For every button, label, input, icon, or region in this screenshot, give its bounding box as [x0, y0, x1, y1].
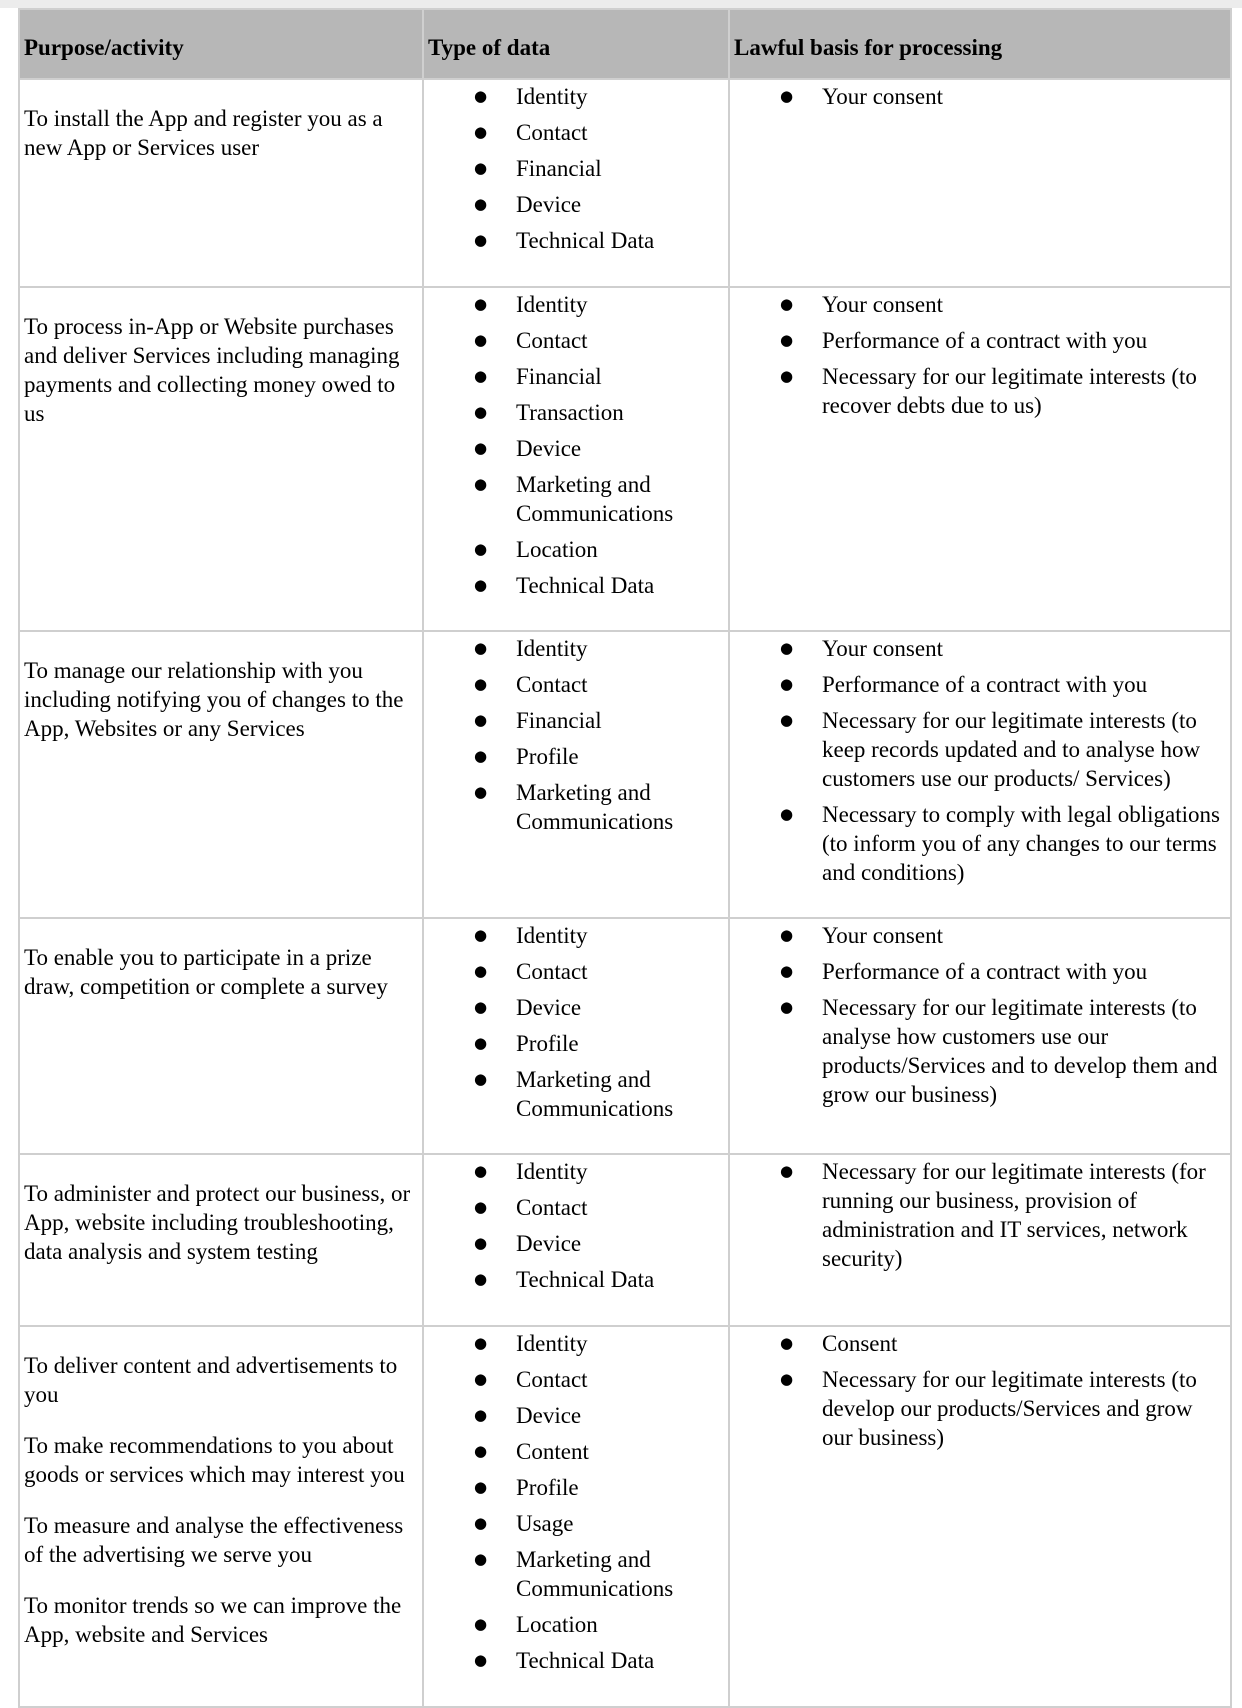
list-item: ● Profile [474, 1475, 579, 1500]
list-item: ● Your consent [780, 84, 943, 109]
bullet-icon: ● [474, 1514, 488, 1532]
bullet-icon: ● [780, 1370, 794, 1388]
basis-list [730, 919, 1230, 1109]
purpose-text: To deliver content and advertisements to you [24, 1353, 398, 1407]
list-item: ● Contact [474, 328, 588, 353]
list-item: ● Necessary for our legitimate interests (to keep records updated and to analyse how customers use our products/ Services) [780, 708, 1201, 791]
purpose-text: To administer and protect our business, or App, website including troubleshooting, data analysis and system testing [24, 1181, 411, 1264]
type-list [424, 632, 728, 836]
list-item: ● Your consent [780, 923, 943, 948]
top-shade [0, 0, 1242, 8]
bullet-icon: ● [474, 1334, 488, 1352]
list-item: ● Content [474, 1439, 589, 1464]
type-cell [423, 1326, 729, 1707]
bullet-icon: ● [474, 159, 488, 177]
list-item: ● Financial [474, 708, 602, 733]
list-item: ● Device [474, 192, 582, 217]
basis-list [730, 1327, 1230, 1452]
bullet-icon: ● [780, 926, 794, 944]
bullet-icon: ● [474, 1234, 488, 1252]
bullet-icon: ● [474, 1070, 488, 1088]
list-item: ● Device [474, 1231, 582, 1256]
list-item: ● Consent [780, 1331, 898, 1356]
bullet-icon: ● [474, 783, 488, 801]
type-list [424, 80, 728, 255]
bullet-icon: ● [780, 295, 794, 313]
bullet-icon: ● [474, 1270, 488, 1288]
basis-list [730, 632, 1230, 887]
bullet-icon: ● [474, 331, 488, 349]
table-row [19, 79, 1231, 287]
list-item: ● Identity [474, 636, 588, 661]
bullet-icon: ● [780, 711, 794, 729]
bullet-icon: ● [780, 998, 794, 1016]
list-item: ● Location [474, 1612, 598, 1637]
type-list [424, 1155, 728, 1294]
list-item: ● Contact [474, 1367, 588, 1392]
bullet-icon: ● [474, 540, 488, 558]
list-item: ● Technical Data [474, 573, 655, 598]
list-item: ● Performance of a contract with you [780, 959, 1148, 984]
bullet-icon: ● [780, 805, 794, 823]
header-lawful-basis: Lawful basis for processing [729, 9, 1231, 79]
list-item: ● Device [474, 995, 582, 1020]
list-item: ● Device [474, 1403, 582, 1428]
header-purpose: Purpose/activity [19, 9, 423, 79]
bullet-icon: ● [474, 1651, 488, 1669]
list-item: ● Necessary for our legitimate interests (to analyse how customers use our products/Services and to develop them and grow our business) [780, 995, 1218, 1107]
list-item: ● Performance of a contract with you [780, 672, 1148, 697]
basis-list [730, 1155, 1230, 1273]
type-cell [423, 918, 729, 1154]
bullet-icon: ● [780, 639, 794, 657]
bullet-icon: ● [474, 367, 488, 385]
purpose-cell [19, 631, 423, 918]
bullet-icon: ● [474, 711, 488, 729]
bullet-icon: ● [780, 1334, 794, 1352]
list-item: ● Profile [474, 744, 579, 769]
header-row [19, 9, 1231, 79]
type-cell [423, 79, 729, 287]
table-row [19, 631, 1231, 918]
purpose-text: To measure and analyse the effectiveness of the advertising we serve you [24, 1513, 404, 1567]
type-list [424, 919, 728, 1123]
purpose-cell [19, 1326, 423, 1707]
list-item: ● Identity [474, 84, 588, 109]
list-item: ● Usage [474, 1511, 574, 1536]
bullet-icon: ● [474, 1406, 488, 1424]
table-row [19, 1326, 1231, 1707]
table-row [19, 918, 1231, 1154]
list-item: ● Necessary to comply with legal obligations (to inform you of any changes to our terms and conditions) [780, 802, 1220, 885]
bullet-icon: ● [474, 403, 488, 421]
purpose-text: To monitor trends so we can improve the App, website and Services [24, 1593, 402, 1647]
list-item: ● Necessary for our legitimate interests (for running our business, provision of administration and IT services, network security) [780, 1159, 1206, 1271]
list-item: ● Profile [474, 1031, 579, 1056]
bullet-icon: ● [474, 639, 488, 657]
list-item: ● Contact [474, 120, 588, 145]
basis-list [730, 80, 1230, 111]
bullet-icon: ● [474, 1550, 488, 1568]
bullet-icon: ● [780, 87, 794, 105]
table-row [19, 287, 1231, 631]
basis-cell [729, 631, 1231, 918]
bullet-icon: ● [474, 123, 488, 141]
bullet-icon: ● [474, 1478, 488, 1496]
bullet-icon: ● [780, 367, 794, 385]
bullet-icon: ● [474, 675, 488, 693]
bullet-icon: ● [780, 962, 794, 980]
bullet-icon: ● [474, 1198, 488, 1216]
basis-cell [729, 287, 1231, 631]
list-item: ● Transaction [474, 400, 624, 425]
basis-cell [729, 1326, 1231, 1707]
basis-cell [729, 1154, 1231, 1326]
list-item: ● Device [474, 436, 582, 461]
bullet-icon: ● [474, 231, 488, 249]
list-item: ● Performance of a contract with you [780, 328, 1148, 353]
list-item: ● Financial [474, 364, 602, 389]
type-list [424, 1327, 728, 1675]
data-processing-table [18, 8, 1232, 1708]
basis-list [730, 288, 1230, 420]
purpose-cell [19, 79, 423, 287]
list-item: ● Your consent [780, 636, 943, 661]
bullet-icon: ● [474, 747, 488, 765]
bullet-icon: ● [474, 962, 488, 980]
list-item: ● Marketing and Communications [474, 472, 674, 526]
list-item: ● Necessary for our legitimate interests (to develop our products/Services and grow our business) [780, 1367, 1197, 1450]
list-item: ● Location [474, 537, 598, 562]
list-item: ● Technical Data [474, 1648, 655, 1673]
list-item: ● Contact [474, 1195, 588, 1220]
list-item: ● Marketing and Communications [474, 780, 674, 834]
list-item: ● Identity [474, 1159, 588, 1184]
header-type-of-data: Type of data [423, 9, 729, 79]
bullet-icon: ● [474, 1615, 488, 1633]
bullet-icon: ● [474, 87, 488, 105]
bullet-icon: ● [474, 998, 488, 1016]
list-item: ● Technical Data [474, 1267, 655, 1292]
bullet-icon: ● [474, 1370, 488, 1388]
list-item: ● Marketing and Communications [474, 1067, 674, 1121]
list-item: ● Identity [474, 923, 588, 948]
table-row [19, 1154, 1231, 1326]
bullet-icon: ● [474, 576, 488, 594]
type-cell [423, 631, 729, 918]
purpose-text: To make recommendations to you about goods or services which may interest you [24, 1433, 405, 1487]
bullet-icon: ● [474, 1442, 488, 1460]
bullet-icon: ● [474, 475, 488, 493]
purpose-text: To install the App and register you as a new App or Services user [24, 106, 383, 160]
list-item: ● Technical Data [474, 228, 655, 253]
bullet-icon: ● [780, 675, 794, 693]
purpose-text: To manage our relationship with you including notifying you of changes to the App, Websites or any Services [24, 658, 404, 741]
bullet-icon: ● [474, 1034, 488, 1052]
list-item: ● Marketing and Communications [474, 1547, 674, 1601]
list-item: ● Identity [474, 292, 588, 317]
bullet-icon: ● [474, 926, 488, 944]
list-item: ● Necessary for our legitimate interests (to recover debts due to us) [780, 364, 1197, 418]
purpose-cell [19, 287, 423, 631]
bullet-icon: ● [780, 1162, 794, 1180]
list-item: ● Contact [474, 672, 588, 697]
list-item: ● Your consent [780, 292, 943, 317]
basis-cell [729, 79, 1231, 287]
type-cell [423, 1154, 729, 1326]
bullet-icon: ● [474, 1162, 488, 1180]
bullet-icon: ● [474, 195, 488, 213]
list-item: ● Contact [474, 959, 588, 984]
list-item: ● Identity [474, 1331, 588, 1356]
bullet-icon: ● [474, 295, 488, 313]
bullet-icon: ● [780, 331, 794, 349]
purpose-text: To process in-App or Website purchases and deliver Services including managing payments and collecting money owed to us [24, 314, 400, 426]
type-cell [423, 287, 729, 631]
list-item: ● Financial [474, 156, 602, 181]
bullet-icon: ● [474, 439, 488, 457]
purpose-cell [19, 918, 423, 1154]
basis-cell [729, 918, 1231, 1154]
purpose-text: To enable you to participate in a prize draw, competition or complete a survey [24, 945, 388, 999]
type-list [424, 288, 728, 600]
purpose-cell [19, 1154, 423, 1326]
